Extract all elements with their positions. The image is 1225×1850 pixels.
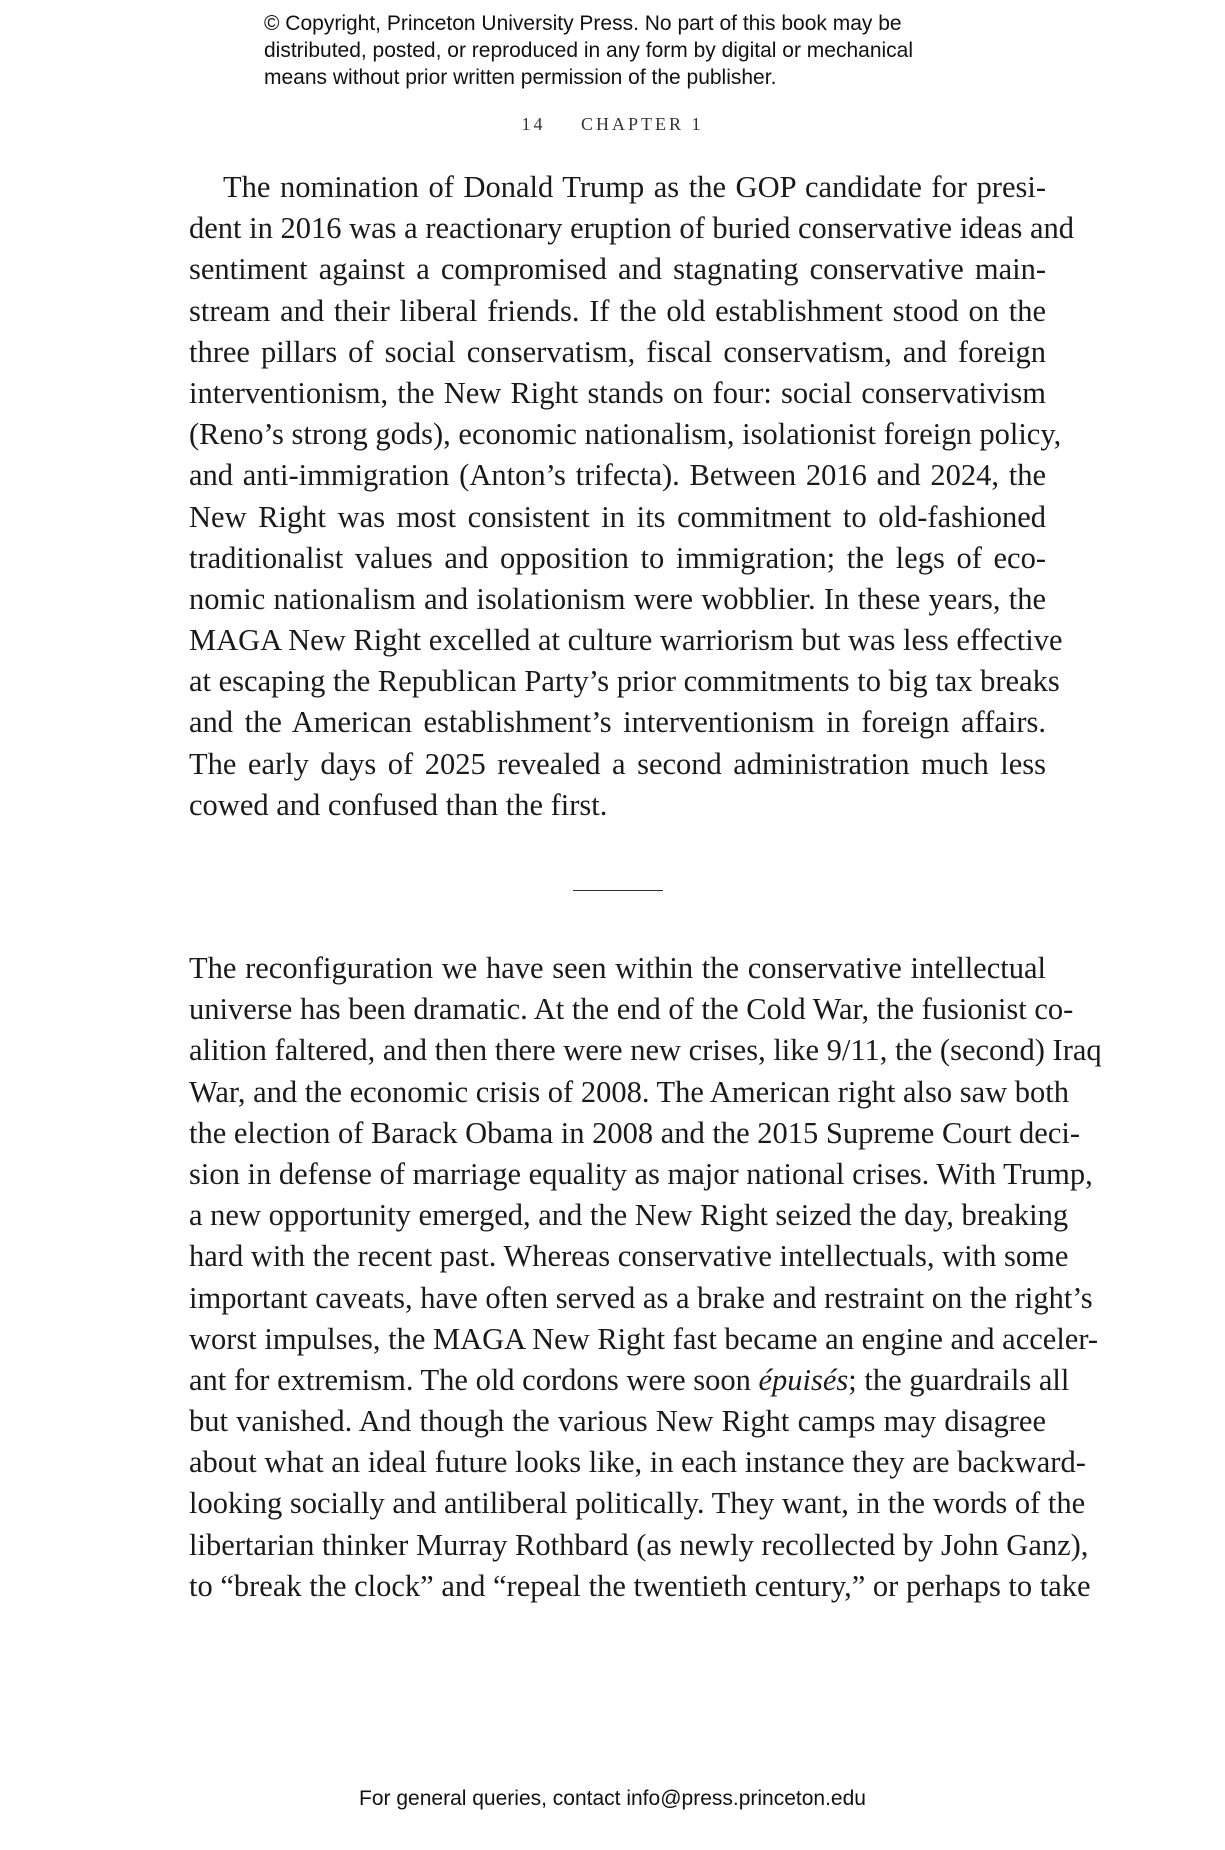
text-line: dent in 2016 was a reactionary eruption of buried conservative ideas and	[189, 211, 1075, 246]
copyright-line: © Copyright, Princeton University Press. No part of this book may be	[264, 12, 902, 35]
text-line: War, and the economic crisis of 2008. The American right also saw both	[189, 1074, 1070, 1109]
text-line: to “break the clock” and “repeal the twentieth century,” or perhaps to take	[189, 1568, 1091, 1603]
text-line: and the American establishment’s interventionism in foreign affairs.	[189, 705, 1046, 740]
text-line: and anti-immigration (Anton’s trifecta). Between 2016 and 2024, the	[189, 458, 1046, 493]
text-line: (Reno’s strong gods), economic nationalism, isolationist foreign policy,	[189, 417, 1062, 452]
text-line: sentiment against a compromised and stagnating conservative main-	[189, 252, 1046, 287]
text-line: libertarian thinker Murray Rothbard (as newly recollected by John Ganz),	[189, 1527, 1089, 1562]
text-line: The nomination of Donald Trump as the GOP candidate for presi-	[223, 170, 1046, 204]
text-line: nomic nationalism and isolationism were wobblier. In these years, the	[189, 581, 1046, 616]
text-line: sion in defense of marriage equality as major national crises. With Trump,	[189, 1156, 1093, 1191]
text-line: New Right was most consistent in its commitment to old-fashioned	[189, 499, 1046, 534]
text-line: at escaping the Republican Party’s prior commitments to big tax breaks	[189, 664, 1060, 699]
text-line: universe has been dramatic. At the end of the Cold War, the fusionist co-	[189, 992, 1074, 1027]
text-line: but vanished. And though the various New Right camps may disagree	[189, 1404, 1046, 1439]
paragraph-1	[189, 167, 1075, 826]
footer-contact: For general queries, contact info@press.princeton.edu	[359, 1787, 866, 1810]
text-line: hard with the recent past. Whereas conservative intellectuals, with some	[189, 1239, 1069, 1274]
italic-term: épuisés	[758, 1362, 849, 1397]
text-line: the election of Barack Obama in 2008 and the 2015 Supreme Court deci-	[189, 1115, 1081, 1150]
chapter-label: CHAPTER 1	[580, 114, 704, 134]
text-line: looking socially and antiliberal politically. They want, in the words of the	[189, 1486, 1086, 1521]
text-line: The reconfiguration we have seen within the conservative intellectual	[189, 951, 1046, 985]
text-line	[189, 1360, 1070, 1401]
text-line: important caveats, have often served as a brake and restraint on the right’s	[189, 1280, 1093, 1315]
text-line: MAGA New Right excelled at culture warriorism but was less effective	[189, 623, 1063, 658]
section-break-rule	[573, 890, 663, 891]
copyright-line: means without prior written permission of the publisher.	[264, 66, 777, 89]
text-line: The early days of 2025 revealed a second administration much less	[189, 746, 1046, 781]
text-line: about what an ideal future looks like, in each instance they are backward-	[189, 1445, 1086, 1480]
running-head	[0, 114, 1225, 135]
text-line: stream and their liberal friends. If the old establishment stood on the	[189, 293, 1046, 328]
text-segment: ant for extremism. The old cordons were soon	[189, 1362, 759, 1397]
copyright-notice	[264, 10, 984, 91]
text-line: alition faltered, and then there were new crises, like 9/11, the (second) Iraq	[189, 1033, 1102, 1068]
page-number: 14	[521, 114, 546, 134]
text-segment: ; the guardrails all	[848, 1362, 1070, 1397]
text-line: interventionism, the New Right stands on four: social conservativism	[189, 375, 1046, 410]
paragraph-2	[189, 948, 1102, 1607]
text-line: three pillars of social conservatism, fiscal conservatism, and foreign	[189, 334, 1046, 369]
text-line: traditionalist values and opposition to immigration; the legs of eco-	[189, 540, 1046, 575]
text-line: a new opportunity emerged, and the New Right seized the day, breaking	[189, 1198, 1069, 1233]
text-line: worst impulses, the MAGA New Right fast became an engine and acceler-	[189, 1321, 1099, 1356]
text-line: cowed and confused than the first.	[189, 787, 608, 822]
copyright-line: distributed, posted, or reproduced in any form by digital or mechanical	[264, 39, 914, 62]
